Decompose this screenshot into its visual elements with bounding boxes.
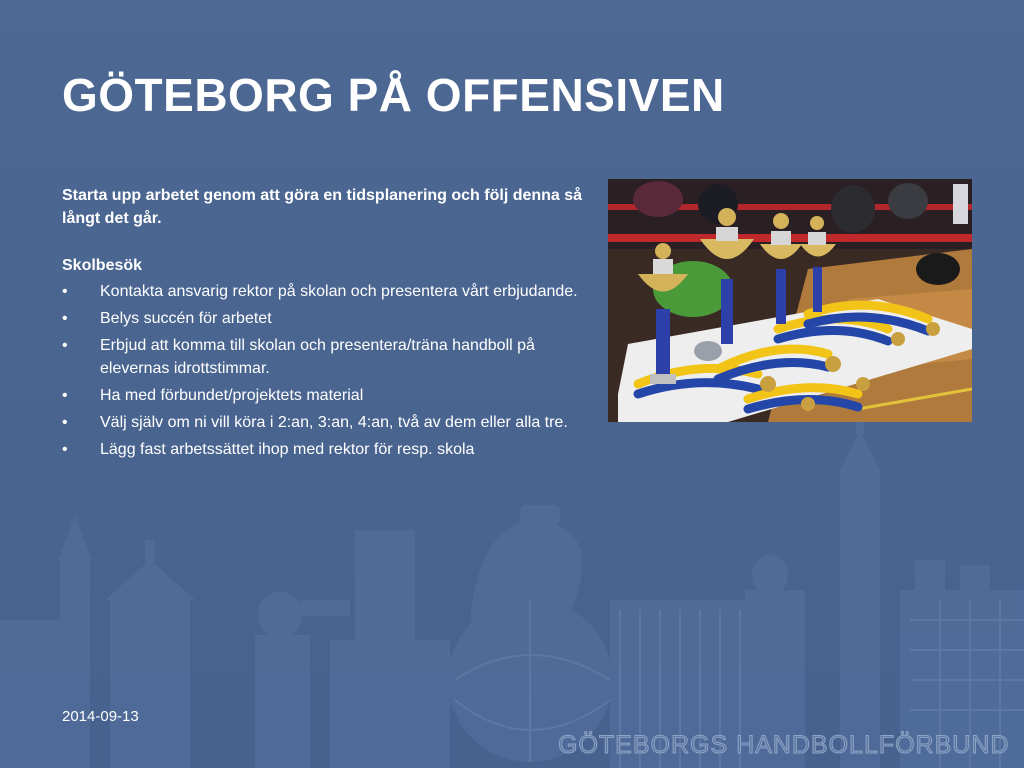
list-item: • Lägg fast arbetssättet ihop med rektor för resp. skola bbox=[62, 438, 584, 461]
trophies-and-medals-photo bbox=[608, 179, 972, 422]
bullet-list bbox=[62, 280, 584, 461]
section-heading: Skolbesök bbox=[62, 257, 143, 274]
list-item: • Erbjud att komma till skolan och presentera/träna handboll på elevernas idrottstimmar. bbox=[62, 334, 584, 380]
bullet-dot: • bbox=[62, 414, 68, 431]
list-item: • Ha med förbundet/projektets material bbox=[62, 384, 584, 407]
intro-text: Starta upp arbetet genom att göra en tidsplanering och följ denna så långt det går. bbox=[62, 187, 583, 227]
slide-title: GÖTEBORG PÅ OFFENSIVEN bbox=[62, 69, 725, 121]
list-item: • Välj själv om ni vill köra i 2:an, 3:an, 4:an, två av dem eller alla tre. bbox=[62, 411, 584, 434]
bullet-dot: • bbox=[62, 441, 68, 458]
bullet-dot: • bbox=[62, 283, 68, 300]
list-item: • Kontakta ansvarig rektor på skolan och presentera vårt erbjudande. bbox=[62, 280, 584, 303]
bullet-dot: • bbox=[62, 337, 68, 354]
slide-body bbox=[62, 184, 584, 465]
bullet-dot: • bbox=[62, 310, 68, 327]
organization-name: GÖTEBORGS HANDBOLLFÖRBUND bbox=[558, 731, 1010, 759]
list-item: • Belys succén för arbetet bbox=[62, 307, 584, 330]
slide-date: 2014-09-13 bbox=[62, 708, 139, 725]
bullet-dot: • bbox=[62, 387, 68, 404]
